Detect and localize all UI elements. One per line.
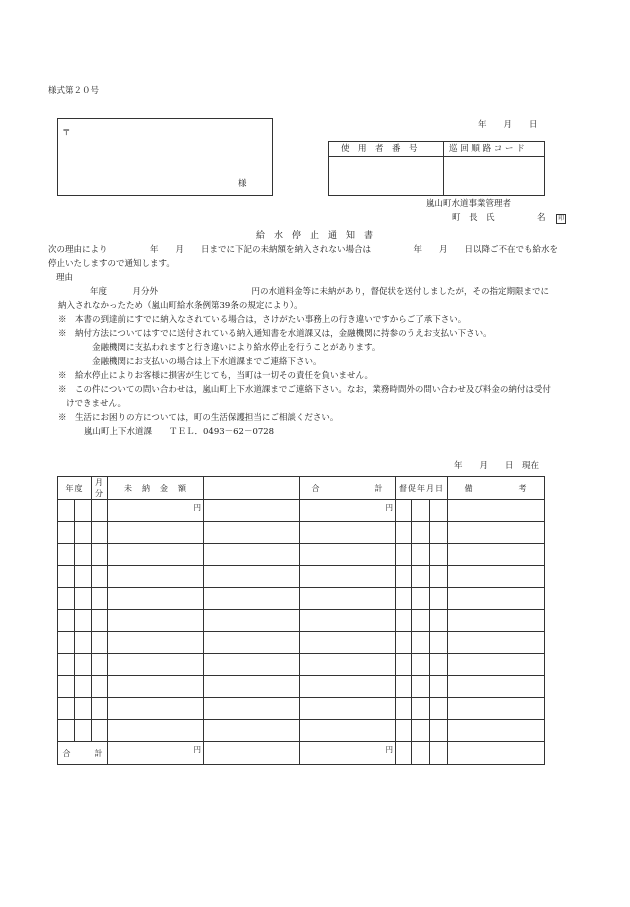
form-number: 様式第２０号 (48, 86, 100, 96)
reason-line-2: 納入されなかったため（嵐山町給水条例第39条の規定により）。 (58, 301, 303, 311)
intro-line-1: 次の理由により 年 月 日までに下記の未納額を納入されない場合は 年 月 日以降ご不在でも給水を (48, 245, 559, 255)
sender-title (452, 214, 566, 224)
total-label: 合 計 (58, 742, 108, 765)
intro-line-2: 停止いたしますので通知します。 (48, 259, 175, 269)
yen-unit: 円 (385, 503, 393, 512)
yen-unit: 円 (385, 745, 393, 754)
reason-label: 理由 (56, 273, 74, 283)
yen-unit: 円 (193, 745, 201, 754)
header-unpaid: 未 納 金 額 (108, 477, 204, 500)
table-row (58, 632, 545, 654)
table-row (58, 698, 545, 720)
yen-unit: 円 (193, 503, 201, 512)
ledger-header-row (58, 477, 545, 500)
table-row (58, 654, 545, 676)
address-box (57, 118, 273, 196)
sender-title-text: 町 長 氏 名 (452, 213, 546, 223)
reason-line-1: 年度 月分外 円の水道料金等に未納があり，督促状を送付しましたが，その指定期限までに (90, 287, 550, 297)
table-row (58, 544, 545, 566)
header-remarks: 備 考 (448, 477, 545, 500)
note-2a: 金融機関に支払われますと行き違いにより給水停止を行うことがあります。 (92, 343, 381, 353)
header-blank (204, 477, 300, 500)
header-month: 月分 (92, 477, 108, 500)
document-title: 給 水 停 止 通 知 書 (256, 231, 374, 241)
user-code-table (328, 141, 545, 196)
table-row (58, 676, 545, 698)
note-2b: 金融機関にお支払いの場合は上下水道課までご連絡下さい。 (92, 357, 322, 367)
user-number-header: 使 用 者 番 号 (341, 144, 418, 154)
issue-date: 年 月 日 (478, 120, 538, 130)
table-row (58, 566, 545, 588)
sender-org: 嵐山町水道事業管理者 (426, 199, 512, 209)
table-row (58, 500, 545, 522)
note-4b: けできません。 (66, 399, 127, 409)
as-of-date: 年 月 日 現在 (454, 461, 540, 471)
table-row (58, 588, 545, 610)
contact-line: 嵐山町上下水道課 ＴＥＬ．0493－62－0728 (84, 427, 275, 437)
table-row (58, 522, 545, 544)
header-notice-date: 督促年月日 (396, 477, 448, 500)
note-5: ※ 生活にお困りの方については，町の生活保護担当にご相談ください。 (58, 413, 339, 423)
table-row (58, 720, 545, 742)
note-2: ※ 納付方法についてはすでに送付されている納入通知書を水道課又は，金融機関に持参のうえお支払い下さい。 (58, 329, 492, 339)
table-row (58, 610, 545, 632)
header-year: 年度 (58, 477, 92, 500)
postal-mark: 〒 (62, 128, 71, 138)
unpaid-ledger-table (57, 476, 545, 765)
note-3: ※ 給水停止によりお客様に損害が生じても，当町は一切その責任を負いません。 (58, 371, 374, 381)
route-code-header: 巡 回 順 路 コ ー ド (449, 144, 525, 154)
honorific-sama: 様 (238, 179, 247, 189)
ledger-total-row (58, 742, 545, 765)
note-4: ※ この件についての問い合わせは，嵐山町上下水道課までご連絡下さい。なお，業務時間外の問い合わせ及び料金の納付は受付 (58, 385, 551, 395)
header-total: 合 計 (300, 477, 396, 500)
seal-mark: 印 (558, 215, 565, 222)
note-1: ※ 本書の到達前にすでに納入なされている場合は，さけがたい事務上の行き違いですからご了承下さい。 (58, 315, 467, 325)
